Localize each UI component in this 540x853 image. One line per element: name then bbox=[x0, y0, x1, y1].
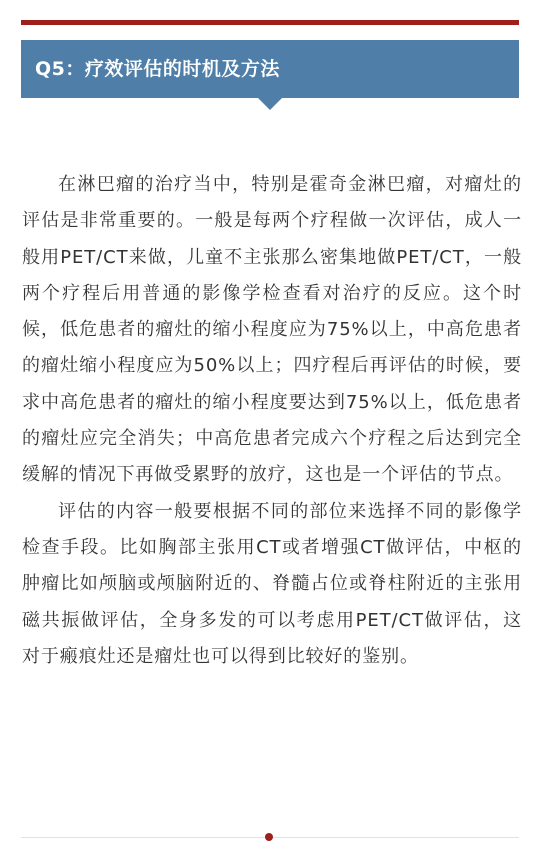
section-header bbox=[21, 40, 519, 98]
section-title: Q5：疗效评估的时机及方法 bbox=[35, 58, 280, 80]
divider-dot-icon bbox=[265, 833, 273, 841]
article-paragraph-2: 评估的内容一般要根据不同的部位来选择不同的影像学检查手段。比如胸部主张用CT或者增强CT做评估，中枢的肿瘤比如颅脑或颅脑附近的、脊髓占位或脊柱附近的主张用磁共振做评估，全身多发的可以考虑用PET/CT做评估，这对于瘢痕灶还是瘤灶也可以得到比较好的鉴别。 bbox=[22, 500, 522, 667]
header-pointer-icon bbox=[258, 98, 282, 110]
article-paragraph-1: 在淋巴瘤的治疗当中，特别是霍奇金淋巴瘤，对瘤灶的评估是非常重要的。一般是每两个疗程做一次评估，成人一般用PET/CT来做，儿童不主张那么密集地做PET/CT，一般两个疗程后用普通的影像学检查看对治疗的反应。这个时候，低危患者的瘤灶的缩小程度应为75%以上，中高危患者的瘤灶缩小程度应为50%以上；四疗程后再评估的时候，要求中高危患者的瘤灶的缩小程度要达到75%以上，低危患者的瘤灶应完全消失；中高危患者完成六个疗程之后达到完全缓解的情况下再做受累野的放疗，这也是一个评估的节点。 bbox=[22, 174, 522, 486]
top-accent-rule bbox=[21, 20, 519, 25]
article-body bbox=[22, 167, 522, 675]
